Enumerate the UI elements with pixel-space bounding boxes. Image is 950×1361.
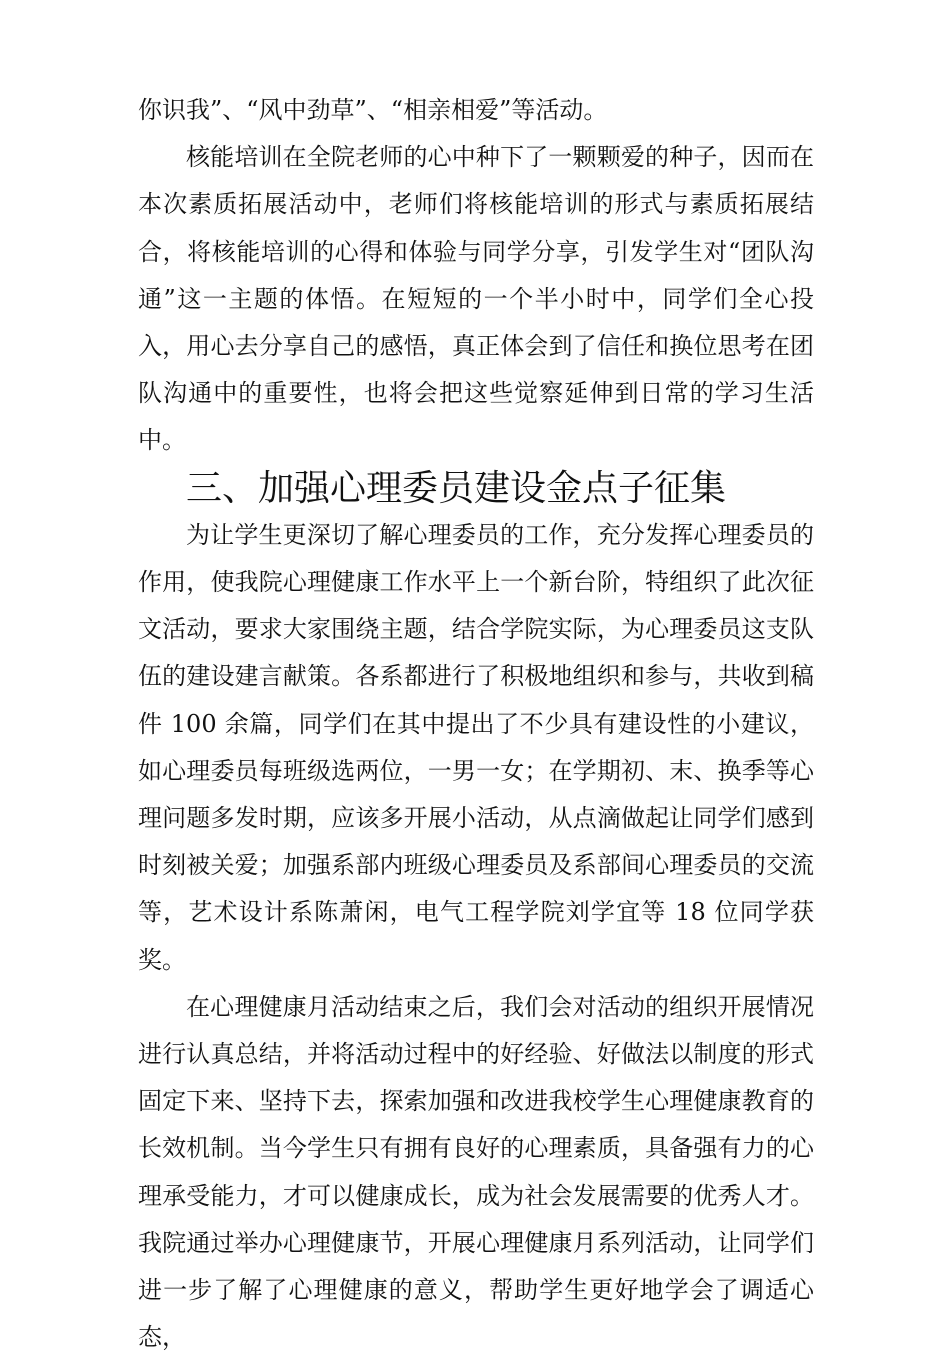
document-body	[138, 87, 814, 1361]
paragraph-summary: 在心理健康月活动结束之后，我们会对活动的组织开展情况进行认真总结，并将活动过程中的好经验、好做法以制度的形式固定下来、坚持下去，探索加强和改进我校学生心理健康教育的长效机制。当今学生只有拥有良好的心理素质，具备强有力的心理承受能力，才可以健康成长，成为社会发展需要的优秀人才。我院通过举办心理健康节，开展心理健康月系列活动，让同学们进一步了解了心理健康的意义，帮助学生更好地学会了调适心态，	[138, 992, 814, 1352]
section-heading-psych-committee: 三、加强心理委员建设金点子征集	[186, 467, 727, 509]
paragraph-continuation: 你识我”、“风中劲草”、“相亲相爱”等活动。	[138, 96, 608, 124]
paragraph-idea-collection: 为让学生更深切了解心理委员的工作，充分发挥心理委员的作用，使我院心理健康工作水平上一个新台阶，特组织了此次征文活动，要求大家围绕主题，结合学院实际，为心理委员这支队伍的建设建言献策。各系都进行了积极地组织和参与，共收到稿件 100 余篇，同学们在其中提出了不少具有建设性的小建议，如心理委员每班级选两位，一男一女；在学期初、末、换季等心理问题多发时期，应该多开展小活动，从点滴做起让同学们感到时刻被关爱；加强系部内班级心理委员及系部间心理委员的交流等，艺术设计系陈萧闲，电气工程学院刘学宜等 18 位同学获奖。	[138, 520, 814, 974]
paragraph-core-training: 核能培训在全院老师的心中种下了一颗颗爱的种子，因而在本次素质拓展活动中，老师们将核能培训的形式与素质拓展结合，将核能培训的心得和体验与同学分享，引发学生对“团队沟通”这一主题的体悟。在短短的一个半小时中，同学们全心投入，用心去分享自己的感悟，真正体会到了信任和换位思考在团队沟通中的重要性，也将会把这些觉察延伸到日常的学习生活中。	[138, 143, 814, 455]
